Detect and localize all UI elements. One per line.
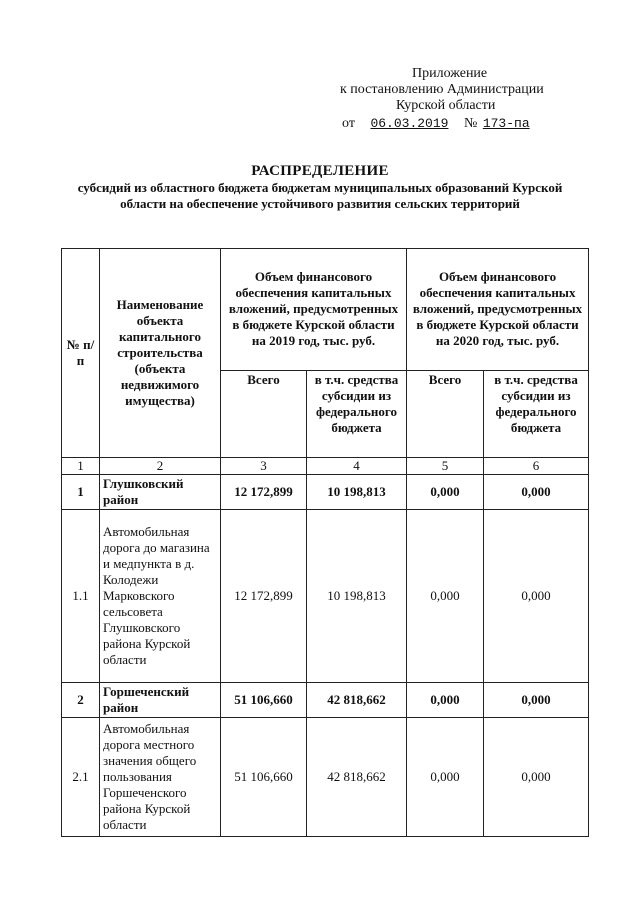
row-total-2020: 0,000	[407, 683, 484, 718]
row-total-2020: 0,000	[407, 475, 484, 510]
column-number: 6	[484, 458, 589, 475]
row-name: Глушковский район	[100, 475, 221, 510]
header-federal-2019: в т.ч. средства субсидии из федерального бюджета	[307, 370, 407, 457]
header-federal-2020: в т.ч. средства субсидии из федерального бюджета	[484, 370, 589, 457]
column-number-row	[62, 458, 589, 475]
row-federal-2020: 0,000	[484, 718, 589, 837]
header-name: Наименование объекта капитального строительства (объекта недвижимого имущества)	[100, 249, 221, 458]
row-federal-2019: 10 198,813	[307, 510, 407, 683]
column-number: 4	[307, 458, 407, 475]
row-total-2019: 12 172,899	[221, 475, 307, 510]
row-federal-2020: 0,000	[484, 475, 589, 510]
row-federal-2020: 0,000	[484, 683, 589, 718]
row-federal-2019: 10 198,813	[307, 475, 407, 510]
row-number: 1.1	[62, 510, 100, 683]
appendix-region: Курской области	[396, 98, 496, 113]
header-total-2020: Всего	[407, 370, 484, 457]
number-label: №	[463, 116, 478, 131]
row-federal-2020: 0,000	[484, 510, 589, 683]
title-main: РАСПРЕДЕЛЕНИЕ	[251, 163, 389, 179]
column-number: 3	[221, 458, 307, 475]
header-row-1	[62, 249, 589, 371]
document-title	[60, 162, 580, 212]
row-name: Автомобильная дорога местного значения общего пользования Горшеченского района Курской области	[100, 718, 221, 837]
row-name: Горшеченский район	[100, 683, 221, 718]
row-number: 2.1	[62, 718, 100, 837]
header-2020: Объем финансового обеспечения капитальных вложений, предусмотренных в бюджете Курской области на 2020 год, тыс. руб.	[407, 249, 589, 371]
row-total-2019: 51 106,660	[221, 683, 307, 718]
appendix-header	[340, 66, 600, 132]
column-number: 5	[407, 458, 484, 475]
row-number: 2	[62, 683, 100, 718]
column-number: 1	[62, 458, 100, 475]
table-row	[62, 475, 589, 510]
row-federal-2019: 42 818,662	[307, 718, 407, 837]
from-label: от	[342, 116, 355, 131]
row-number: 1	[62, 475, 100, 510]
header-num: № п/п	[62, 249, 100, 458]
row-total-2019: 51 106,660	[221, 718, 307, 837]
appendix-title: Приложение	[412, 66, 488, 81]
table-row	[62, 510, 589, 683]
appendix-date-line	[340, 116, 600, 132]
header-total-2019: Всего	[221, 370, 307, 457]
row-total-2020: 0,000	[407, 510, 484, 683]
distribution-table	[61, 248, 589, 837]
table-row	[62, 718, 589, 837]
header-2019: Объем финансового обеспечения капитальных вложений, предусмотренных в бюджете Курской области на 2019 год, тыс. руб.	[221, 249, 407, 371]
table-row	[62, 683, 589, 718]
row-total-2020: 0,000	[407, 718, 484, 837]
resolution-number: 173-па	[482, 116, 530, 131]
row-total-2019: 12 172,899	[221, 510, 307, 683]
row-federal-2019: 42 818,662	[307, 683, 407, 718]
title-subtitle: субсидий из областного бюджета бюджетам муниципальных образований Курской области на обеспечение устойчивого развития сельских территорий	[77, 180, 563, 211]
resolution-date: 06.03.2019	[370, 116, 449, 131]
appendix-resolution: к постановлению Администрации	[340, 82, 544, 97]
row-name: Автомобильная дорога до магазина и медпункта в д. Колодежи Марковского сельсовета Глушковского района Курской области	[100, 510, 221, 683]
column-number: 2	[100, 458, 221, 475]
